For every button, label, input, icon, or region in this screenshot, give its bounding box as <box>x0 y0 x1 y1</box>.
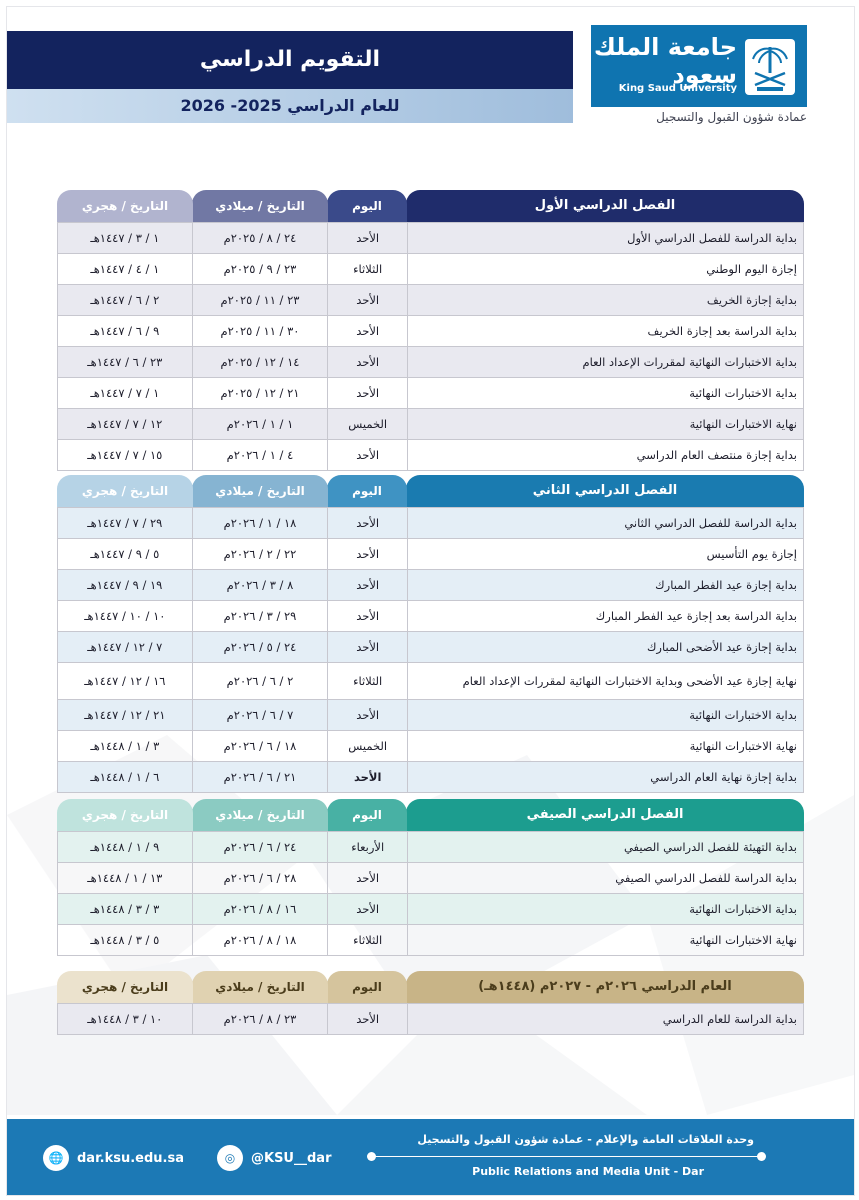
table-row <box>57 632 804 663</box>
table-body <box>57 1003 804 1035</box>
hijri-date-cell: ١ / ٤ / ١٤٤٧هـ <box>90 262 160 276</box>
column-hijri-header: التاريخ / هجري <box>57 475 193 507</box>
gregorian-date-cell: ١٨ / ١ / ٢٠٢٦م <box>192 508 328 538</box>
table-row <box>57 316 804 347</box>
table-row <box>57 409 804 440</box>
hijri-date-cell: ١٠ / ٣ / ١٤٤٨هـ <box>87 1012 163 1026</box>
gregorian-date-cell: ٢٣ / ١١ / ٢٠٢٥م <box>192 285 328 315</box>
gregorian-date-cell: ٢١ / ١٢ / ٢٠٢٥م <box>192 378 328 408</box>
unit-name-en: Public Relations and Media Unit - Dar <box>472 1165 704 1178</box>
title-banner <box>7 31 573 89</box>
semester-title: الفصل الدراسي الثاني <box>406 475 804 507</box>
hijri-date-cell: ٢١ / ١٢ / ١٤٤٧هـ <box>84 708 166 722</box>
divider-dot-icon <box>757 1152 766 1161</box>
table-header <box>57 190 804 222</box>
gregorian-date-cell: ١٤ / ١٢ / ٢٠٢٥م <box>192 347 328 377</box>
event-cell: بداية إجازة نهاية العام الدراسي <box>407 762 803 792</box>
event-cell: بداية إجازة عيد الأضحى المبارك <box>407 632 803 662</box>
hijri-date-cell: ٦ / ١ / ١٤٤٨هـ <box>90 770 160 784</box>
column-day-header: اليوم <box>327 475 407 507</box>
table-row <box>57 378 804 409</box>
day-cell: الأربعاء <box>327 832 407 862</box>
gregorian-date-cell: ٧ / ٦ / ٢٠٢٦م <box>192 700 328 730</box>
column-gregorian-header: التاريخ / ميلادي <box>192 799 328 831</box>
university-name-en: King Saud University <box>618 83 737 94</box>
hijri-date-cell: ٣ / ٣ / ١٤٤٨هـ <box>90 902 160 916</box>
gregorian-date-cell: ١٦ / ٨ / ٢٠٢٦م <box>192 894 328 924</box>
event-cell: بداية الدراسة للفصل الدراسي الصيفي <box>407 863 803 893</box>
divider-dot-icon <box>367 1152 376 1161</box>
table-row <box>57 731 804 762</box>
hijri-date-cell: ٢ / ٦ / ١٤٤٧هـ <box>90 293 160 307</box>
gregorian-date-cell: ٢٤ / ٥ / ٢٠٢٦م <box>192 632 328 662</box>
column-day-header: اليوم <box>327 190 407 222</box>
column-gregorian-header: التاريخ / ميلادي <box>192 190 328 222</box>
day-cell: الأحد <box>327 539 407 569</box>
event-cell: بداية الدراسة للعام الدراسي <box>407 1004 803 1034</box>
table-row <box>57 1003 804 1035</box>
gregorian-date-cell: ٢٣ / ٨ / ٢٠٢٦م <box>192 1004 328 1034</box>
semester-table <box>57 799 804 956</box>
column-day-header: اليوم <box>327 971 407 1003</box>
table-row <box>57 601 804 632</box>
table-row <box>57 222 804 254</box>
gregorian-date-cell: ٢٣ / ٩ / ٢٠٢٥م <box>192 254 328 284</box>
day-cell: الخميس <box>327 731 407 761</box>
table-row <box>57 539 804 570</box>
event-cell: بداية الاختبارات النهائية <box>407 700 803 730</box>
event-cell: نهاية الاختبارات النهائية <box>407 409 803 439</box>
subtitle-banner <box>7 89 573 123</box>
column-hijri-header: التاريخ / هجري <box>57 799 193 831</box>
hijri-date-cell: ٧ / ١٢ / ١٤٤٧هـ <box>87 640 163 654</box>
hijri-date-cell: ٣ / ١ / ١٤٤٨هـ <box>90 739 160 753</box>
university-name-ar: جامعة الملك سعود <box>593 33 737 89</box>
table-row <box>57 894 804 925</box>
table-body <box>57 831 804 956</box>
gregorian-date-cell: ٢٢ / ٢ / ٢٠٢٦م <box>192 539 328 569</box>
gregorian-date-cell: ٢٨ / ٦ / ٢٠٢٦م <box>192 863 328 893</box>
hijri-date-cell: ٢٣ / ٦ / ١٤٤٧هـ <box>87 355 163 369</box>
university-logo <box>591 25 807 107</box>
day-cell: الأحد <box>327 440 407 470</box>
day-cell: الثلاثاء <box>327 254 407 284</box>
table-row <box>57 285 804 316</box>
day-cell: الأحد <box>327 632 407 662</box>
event-cell: بداية التهيئة للفصل الدراسي الصيفي <box>407 832 803 862</box>
event-cell: نهاية الاختبارات النهائية <box>407 925 803 955</box>
hijri-date-cell: ٩ / ٦ / ١٤٤٧هـ <box>90 324 160 338</box>
event-cell: نهاية إجازة عيد الأضحى وبداية الاختبارات النهائية لمقررات الإعداد العام <box>407 663 803 699</box>
day-cell: الثلاثاء <box>327 663 407 699</box>
day-cell: الأحد <box>327 347 407 377</box>
event-cell: نهاية الاختبارات النهائية <box>407 731 803 761</box>
website-link[interactable] <box>43 1144 184 1172</box>
day-cell: الخميس <box>327 409 407 439</box>
event-cell: بداية الدراسة بعد إجازة عيد الفطر المبارك <box>407 601 803 631</box>
event-cell: بداية إجازة منتصف العام الدراسي <box>407 440 803 470</box>
column-gregorian-header: التاريخ / ميلادي <box>192 971 328 1003</box>
column-day-header: اليوم <box>327 799 407 831</box>
table-row <box>57 507 804 539</box>
hijri-date-cell: ١٣ / ١ / ١٤٤٨هـ <box>87 871 163 885</box>
table-header <box>57 475 804 507</box>
hijri-date-cell: ٩ / ١ / ١٤٤٨هـ <box>90 840 160 854</box>
social-text: @KSU__dar <box>251 1150 332 1166</box>
page-title: التقويم الدراسي <box>199 47 381 72</box>
social-icon: ◎ <box>217 1145 243 1171</box>
gregorian-date-cell: ١ / ١ / ٢٠٢٦م <box>192 409 328 439</box>
day-cell: الأحد <box>327 316 407 346</box>
palm-swords-emblem-icon <box>743 37 797 97</box>
event-cell: بداية الدراسة بعد إجازة الخريف <box>407 316 803 346</box>
table-row <box>57 347 804 378</box>
column-hijri-header: التاريخ / هجري <box>57 971 193 1003</box>
day-cell: الثلاثاء <box>327 925 407 955</box>
gregorian-date-cell: ٢١ / ٦ / ٢٠٢٦م <box>192 762 328 792</box>
gregorian-date-cell: ١٨ / ٨ / ٢٠٢٦م <box>192 925 328 955</box>
column-gregorian-header: التاريخ / ميلادي <box>192 475 328 507</box>
day-cell: الأحد <box>327 601 407 631</box>
event-cell: بداية الاختبارات النهائية <box>407 378 803 408</box>
globe-icon: 🌐 <box>43 1145 69 1171</box>
gregorian-date-cell: ٢٤ / ٦ / ٢٠٢٦م <box>192 832 328 862</box>
day-cell: الأحد <box>327 508 407 538</box>
day-cell: الأحد <box>327 378 407 408</box>
table-row <box>57 863 804 894</box>
gregorian-date-cell: ٨ / ٣ / ٢٠٢٦م <box>192 570 328 600</box>
event-cell: بداية الدراسة للفصل الدراسي الأول <box>407 223 803 253</box>
day-cell: الأحد <box>327 1004 407 1034</box>
semester-table <box>57 971 804 1035</box>
hijri-date-cell: ١٥ / ٧ / ١٤٤٧هـ <box>87 448 163 462</box>
footer-divider <box>372 1156 762 1157</box>
table-row <box>57 831 804 863</box>
event-cell: بداية الاختبارات النهائية لمقررات الإعداد العام <box>407 347 803 377</box>
website-text: dar.ksu.edu.sa <box>77 1150 184 1166</box>
gregorian-date-cell: ٢٤ / ٨ / ٢٠٢٥م <box>192 223 328 253</box>
table-body <box>57 222 804 471</box>
day-cell: الأحد <box>327 285 407 315</box>
table-row <box>57 762 804 793</box>
event-cell: بداية إجازة عيد الفطر المبارك <box>407 570 803 600</box>
hijri-date-cell: ١٠ / ١٠ / ١٤٤٧هـ <box>84 609 166 623</box>
day-cell: الأحد <box>327 223 407 253</box>
day-cell: الأحد <box>327 762 407 792</box>
hijri-date-cell: ٥ / ٣ / ١٤٤٨هـ <box>90 933 160 947</box>
gregorian-date-cell: ٤ / ١ / ٢٠٢٦م <box>192 440 328 470</box>
hijri-date-cell: ٢٩ / ٧ / ١٤٤٧هـ <box>87 516 163 530</box>
hijri-date-cell: ١٢ / ٧ / ١٤٤٧هـ <box>87 417 163 431</box>
column-hijri-header: التاريخ / هجري <box>57 190 193 222</box>
table-row <box>57 663 804 700</box>
table-row <box>57 570 804 601</box>
semester-title: الفصل الدراسي الأول <box>406 190 804 222</box>
table-header <box>57 971 804 1003</box>
table-header <box>57 799 804 831</box>
table-row <box>57 700 804 731</box>
hijri-date-cell: ٥ / ٩ / ١٤٤٧هـ <box>90 547 160 561</box>
event-cell: إجازة يوم التأسيس <box>407 539 803 569</box>
hijri-date-cell: ١٦ / ١٢ / ١٤٤٧هـ <box>84 674 166 688</box>
table-row <box>57 925 804 956</box>
gregorian-date-cell: ٣٠ / ١١ / ٢٠٢٥م <box>192 316 328 346</box>
deanship-name: عمادة شؤون القبول والتسجيل <box>656 110 807 124</box>
day-cell: الأحد <box>327 700 407 730</box>
gregorian-date-cell: ١٨ / ٦ / ٢٠٢٦م <box>192 731 328 761</box>
event-cell: بداية الدراسة للفصل الدراسي الثاني <box>407 508 803 538</box>
event-cell: بداية الاختبارات النهائية <box>407 894 803 924</box>
hijri-date-cell: ١ / ٧ / ١٤٤٧هـ <box>90 386 160 400</box>
day-cell: الأحد <box>327 570 407 600</box>
day-cell: الأحد <box>327 863 407 893</box>
semester-table <box>57 190 804 471</box>
table-row <box>57 440 804 471</box>
hijri-date-cell: ١٩ / ٩ / ١٤٤٧هـ <box>87 578 163 592</box>
table-body <box>57 507 804 793</box>
event-cell: بداية إجازة الخريف <box>407 285 803 315</box>
semester-title: العام الدراسي ٢٠٢٦م - ٢٠٢٧م (١٤٤٨هـ) <box>406 971 804 1003</box>
table-row <box>57 254 804 285</box>
page-subtitle: للعام الدراسي 2025- 2026 <box>180 96 400 115</box>
gregorian-date-cell: ٢ / ٦ / ٢٠٢٦م <box>192 663 328 699</box>
semester-title: الفصل الدراسي الصيفي <box>406 799 804 831</box>
day-cell: الأحد <box>327 894 407 924</box>
calendar-page <box>6 6 855 1196</box>
event-cell: إجازة اليوم الوطني <box>407 254 803 284</box>
gregorian-date-cell: ٢٩ / ٣ / ٢٠٢٦م <box>192 601 328 631</box>
hijri-date-cell: ١ / ٣ / ١٤٤٧هـ <box>90 231 160 245</box>
unit-name-ar: وحدة العلاقات العامة والإعلام - عمادة شؤون القبول والتسجيل <box>417 1133 754 1146</box>
footer <box>7 1119 854 1195</box>
semester-table <box>57 475 804 793</box>
social-handle[interactable] <box>217 1144 331 1172</box>
